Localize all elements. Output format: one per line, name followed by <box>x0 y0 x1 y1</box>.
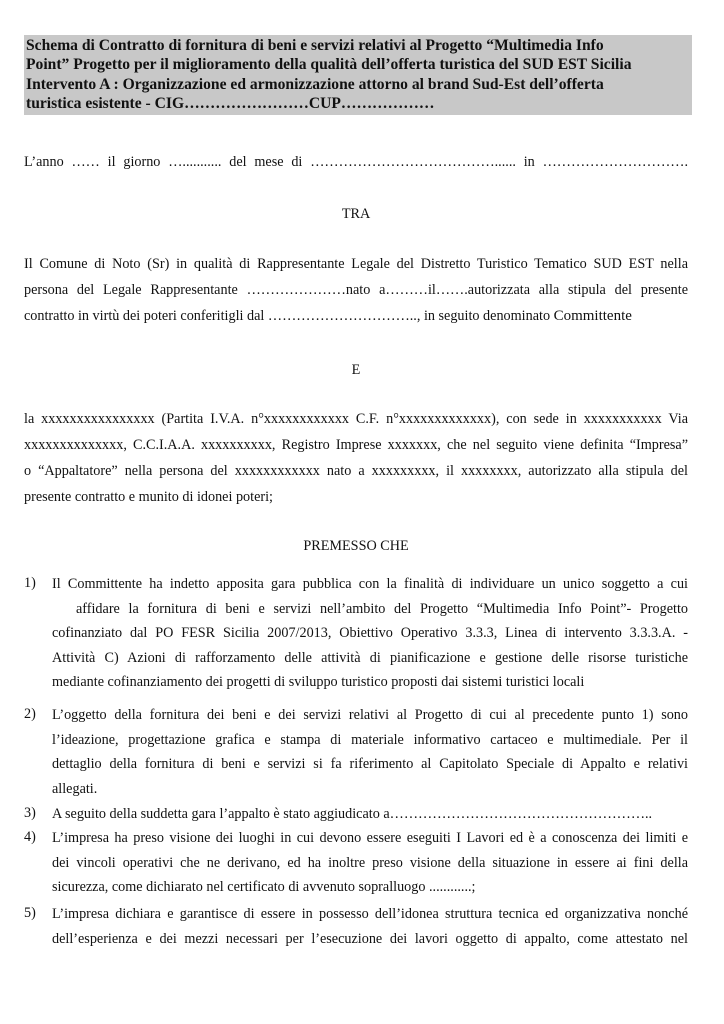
item-body <box>52 905 688 954</box>
item-line: dei vincoli operativi che ne derivano, ed ha inoltre preso visione della situazione in essere ai fini della <box>52 854 688 871</box>
item-number: 4) <box>24 829 36 845</box>
item-body <box>52 706 688 804</box>
committente-word: Committente <box>553 308 632 324</box>
paragraph-text: contratto in virtù dei poteri conferitigli dal ………………………….., in seguito denominato <box>24 308 551 324</box>
paragraph-line: Il Comune di Noto (Sr) in qualità di Rappresentante Legale del Distretto Turistico Tematico SUD EST nella <box>24 256 688 272</box>
item-number: 2) <box>24 706 36 722</box>
impresa-paragraph <box>24 410 688 514</box>
committente-paragraph <box>24 255 688 333</box>
date-line: L’anno …… il giorno …........... del mese di …………………………………...... in …………………………. <box>24 154 688 170</box>
item-line: cofinanziato dal PO FESR Sicilia 2007/2013, Obiettivo Operativo 3.3.3, Linea di intervento 3.3.3.A. - <box>52 625 688 641</box>
item-line: Il Committente ha indetto apposita gara pubblica con la finalità di individuare un unico soggetto a cui <box>52 576 688 592</box>
item-line: L’impresa ha preso visione dei luoghi in cui devono essere eseguiti I Lavori ed è a conoscenza dei limiti e <box>52 830 688 846</box>
item-body <box>52 829 688 903</box>
paragraph-line: xxxxxxxxxxxxxx, C.C.I.A.A. xxxxxxxxxx, Registro Imprese xxxxxxx, che nel seguito viene definita “Impresa” <box>24 437 688 453</box>
paragraph-line: o “Appaltatore” nella persona del xxxxxxxxxxxx nato a xxxxxxxxx, il xxxxxxxx, autorizzato alla stipula del <box>24 463 688 479</box>
title-line: Schema di Contratto di fornitura di beni e servizi relativi al Progetto “Multimedia Info <box>26 37 604 54</box>
item-line: dettaglio della fornitura di beni e servizi si fa riferimento al Capitolato Speciale di Appalto e relativi <box>52 756 688 772</box>
paragraph-line: presente contratto e munito di idonei poteri; <box>24 489 274 505</box>
item-line: affidare la fornitura di beni e servizi nell’ambito del Progetto “Multimedia Info Point”- Progetto <box>76 600 688 617</box>
premesso-heading: PREMESSO CHE <box>303 538 409 554</box>
paragraph-line <box>24 307 688 333</box>
item-number: 1) <box>24 575 36 591</box>
item-number: 3) <box>24 805 36 821</box>
item-body <box>52 575 688 698</box>
contract-title <box>24 35 692 115</box>
title-line: Intervento A : Organizzazione ed armonizzazione attorno al brand Sud-Est dell’offerta <box>26 75 604 93</box>
tra-heading: TRA <box>341 206 371 222</box>
item-line: mediante cofinanziamento dei progetti di sviluppo turistico proposti dai sistemi turistici locali <box>52 674 585 690</box>
item-line: l’ideazione, progettazione grafica e stampa di materiale informativo cartaceo e multimediale. Per il <box>52 731 688 748</box>
item-body <box>52 805 688 830</box>
item-number: 5) <box>24 905 36 921</box>
item-line: L’oggetto della fornitura dei beni e dei servizi relativi al Progetto di cui al precedente punto 1) sono <box>52 707 688 723</box>
item-line: Attività C) Azioni di rafforzamento delle attività di pianificazione e gestione delle risorse turistiche <box>52 649 688 666</box>
item-line: A seguito della suddetta gara l’appalto è stato aggiudicato a……………………………………………….. <box>52 806 653 822</box>
paragraph-line: persona del Legale Rappresentante …………………nato a………il…….autorizzata alla stipula del presente <box>24 282 688 298</box>
title-line: turistica esistente - CIG……………………CUP……………… <box>26 94 435 112</box>
item-line: allegati. <box>52 780 98 797</box>
item-line: L’impresa dichiara e garantisce di essere in possesso dell’idonea struttura tecnica ed organizzativa nonché <box>52 906 688 922</box>
e-heading: E <box>351 362 361 378</box>
item-line: sicurezza, come dichiarato nel certificato di avvenuto sopralluogo ............; <box>52 879 476 895</box>
paragraph-line: la xxxxxxxxxxxxxxxx (Partita I.V.A. n°xxxxxxxxxxxx C.F. n°xxxxxxxxxxxxx), con sede in xxxxxxxxxxx Via <box>24 411 688 427</box>
title-line: Point” Progetto per il miglioramento della qualità dell’offerta turistica del SUD EST Sicilia <box>26 56 632 74</box>
item-line: dell’esperienza e dei mezzi necessari per l’esecuzione dei lavori oggetto di appalto, come attestato nel <box>52 930 688 947</box>
